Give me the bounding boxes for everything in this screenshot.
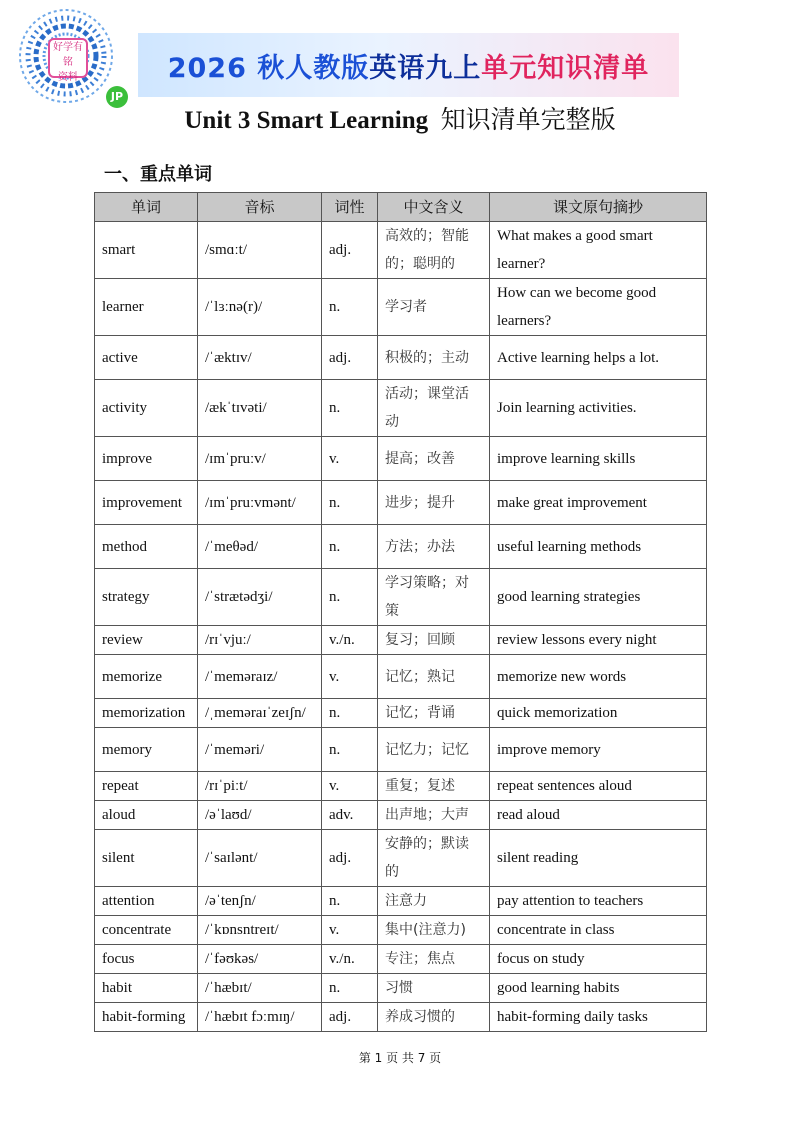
cell-word: concentrate bbox=[95, 916, 198, 945]
qr-badge-icon: JP bbox=[106, 86, 128, 108]
cell-word: active bbox=[95, 336, 198, 380]
cell-quote: improve learning skills bbox=[490, 437, 707, 481]
cell-word: repeat bbox=[95, 772, 198, 801]
cell-quote: focus on study bbox=[490, 945, 707, 974]
cell-word: strategy bbox=[95, 569, 198, 626]
cell-meaning: 安静的；默读的 bbox=[378, 830, 490, 887]
header-ipa: 音标 bbox=[198, 193, 322, 222]
cell-meaning: 复习；回顾 bbox=[378, 626, 490, 655]
cell-meaning: 学习策略；对策 bbox=[378, 569, 490, 626]
cell-meaning: 重复；复述 bbox=[378, 772, 490, 801]
cell-word: focus bbox=[95, 945, 198, 974]
cell-word: memorize bbox=[95, 655, 198, 699]
table-row bbox=[95, 945, 707, 974]
cell-pos: v./n. bbox=[322, 626, 378, 655]
cell-word: habit bbox=[95, 974, 198, 1003]
cell-meaning: 进步；提升 bbox=[378, 481, 490, 525]
page-title bbox=[0, 100, 800, 136]
cell-pos: adv. bbox=[322, 801, 378, 830]
cell-meaning: 记忆；熟记 bbox=[378, 655, 490, 699]
cell-ipa: /ækˈtɪvəti/ bbox=[198, 380, 322, 437]
cell-word: learner bbox=[95, 279, 198, 336]
banner-part2: 英语九上 bbox=[369, 52, 482, 84]
cell-meaning: 积极的；主动 bbox=[378, 336, 490, 380]
qr-brand-label bbox=[48, 38, 88, 83]
cell-ipa: /ˈæktɪv/ bbox=[198, 336, 322, 380]
header-meaning: 中文含义 bbox=[378, 193, 490, 222]
qr-label-line2: 资料 bbox=[58, 72, 78, 83]
cell-ipa: /ˈmeθəd/ bbox=[198, 525, 322, 569]
cell-word: smart bbox=[95, 222, 198, 279]
cell-pos: n. bbox=[322, 974, 378, 1003]
table-row bbox=[95, 830, 707, 887]
cell-word: memorization bbox=[95, 699, 198, 728]
cell-meaning: 注意力 bbox=[378, 887, 490, 916]
cell-meaning: 学习者 bbox=[378, 279, 490, 336]
cell-meaning: 养成习惯的 bbox=[378, 1003, 490, 1032]
cell-quote: What makes a good smart learner? bbox=[490, 222, 707, 279]
cell-pos: n. bbox=[322, 525, 378, 569]
header-word: 单词 bbox=[95, 193, 198, 222]
table-row bbox=[95, 279, 707, 336]
cell-quote: good learning strategies bbox=[490, 569, 707, 626]
cell-ipa: /əˈlaʊd/ bbox=[198, 801, 322, 830]
cell-quote: concentrate in class bbox=[490, 916, 707, 945]
banner-part1: 2026 秋人教版 bbox=[167, 52, 370, 84]
cell-ipa: /ˈhæbɪt/ bbox=[198, 974, 322, 1003]
cell-meaning: 专注；焦点 bbox=[378, 945, 490, 974]
banner-part3: 单元知识清单 bbox=[481, 52, 650, 84]
table-row bbox=[95, 1003, 707, 1032]
cell-quote: silent reading bbox=[490, 830, 707, 887]
cell-pos: n. bbox=[322, 380, 378, 437]
cell-meaning: 集中(注意力) bbox=[378, 916, 490, 945]
cell-meaning: 出声地；大声 bbox=[378, 801, 490, 830]
cell-quote: How can we become good learners? bbox=[490, 279, 707, 336]
cell-meaning: 记忆力；记忆 bbox=[378, 728, 490, 772]
table-row bbox=[95, 380, 707, 437]
cell-pos: v. bbox=[322, 772, 378, 801]
cell-word: method bbox=[95, 525, 198, 569]
cell-word: improve bbox=[95, 437, 198, 481]
cell-meaning: 提高；改善 bbox=[378, 437, 490, 481]
cell-pos: adj. bbox=[322, 222, 378, 279]
cell-quote: quick memorization bbox=[490, 699, 707, 728]
cell-quote: useful learning methods bbox=[490, 525, 707, 569]
cell-meaning: 方法；办法 bbox=[378, 525, 490, 569]
cell-ipa: /rɪˈpiːt/ bbox=[198, 772, 322, 801]
cell-ipa: /smɑːt/ bbox=[198, 222, 322, 279]
table-row bbox=[95, 887, 707, 916]
cell-meaning: 活动；课堂活动 bbox=[378, 380, 490, 437]
cell-quote: good learning habits bbox=[490, 974, 707, 1003]
cell-ipa: /ˈkɒnsntreɪt/ bbox=[198, 916, 322, 945]
cell-ipa: /ˈfəʊkəs/ bbox=[198, 945, 322, 974]
table-row bbox=[95, 772, 707, 801]
cell-word: review bbox=[95, 626, 198, 655]
cell-quote: Join learning activities. bbox=[490, 380, 707, 437]
cell-word: silent bbox=[95, 830, 198, 887]
cell-quote: review lessons every night bbox=[490, 626, 707, 655]
cell-word: habit-forming bbox=[95, 1003, 198, 1032]
cell-ipa: /ˈhæbɪt fɔːmɪŋ/ bbox=[198, 1003, 322, 1032]
qr-label-line1: 好学有铭 bbox=[53, 42, 83, 68]
cell-pos: v. bbox=[322, 916, 378, 945]
cell-quote: repeat sentences aloud bbox=[490, 772, 707, 801]
section-title: 一、重点单词 bbox=[104, 164, 212, 185]
header-pos: 词性 bbox=[322, 193, 378, 222]
cell-quote: read aloud bbox=[490, 801, 707, 830]
page-footer: 第 1 页 共 7 页 bbox=[358, 1051, 442, 1065]
table-header-row bbox=[95, 193, 707, 222]
cell-word: activity bbox=[95, 380, 198, 437]
cell-pos: adj. bbox=[322, 336, 378, 380]
cell-pos: n. bbox=[322, 569, 378, 626]
cell-quote: habit-forming daily tasks bbox=[490, 1003, 707, 1032]
table-row bbox=[95, 626, 707, 655]
cell-word: aloud bbox=[95, 801, 198, 830]
cell-ipa: /ˈstrætədʒi/ bbox=[198, 569, 322, 626]
table-row bbox=[95, 728, 707, 772]
cell-quote: improve memory bbox=[490, 728, 707, 772]
table-row bbox=[95, 974, 707, 1003]
cell-quote: Active learning helps a lot. bbox=[490, 336, 707, 380]
cell-pos: v. bbox=[322, 437, 378, 481]
cell-ipa: /ˈmeməraɪz/ bbox=[198, 655, 322, 699]
cell-quote: pay attention to teachers bbox=[490, 887, 707, 916]
cell-pos: n. bbox=[322, 887, 378, 916]
cell-ipa: /ˌmeməraɪˈzeɪʃn/ bbox=[198, 699, 322, 728]
cell-pos: adj. bbox=[322, 830, 378, 887]
cell-pos: n. bbox=[322, 699, 378, 728]
qr-code bbox=[18, 8, 124, 104]
cell-ipa: /əˈtenʃn/ bbox=[198, 887, 322, 916]
table-row bbox=[95, 525, 707, 569]
cell-meaning: 高效的；智能的；聪明的 bbox=[378, 222, 490, 279]
table-body bbox=[95, 222, 707, 1032]
cell-pos: adj. bbox=[322, 1003, 378, 1032]
cell-ipa: /ɪmˈpruːvmənt/ bbox=[198, 481, 322, 525]
cell-word: memory bbox=[95, 728, 198, 772]
cell-ipa: /ˈmeməri/ bbox=[198, 728, 322, 772]
table-row bbox=[95, 437, 707, 481]
cell-ipa: /ɪmˈpruːv/ bbox=[198, 437, 322, 481]
table-row bbox=[95, 569, 707, 626]
table-row bbox=[95, 916, 707, 945]
cell-ipa: /ˈlɜːnə(r)/ bbox=[198, 279, 322, 336]
table-row bbox=[95, 801, 707, 830]
cell-meaning: 记忆；背诵 bbox=[378, 699, 490, 728]
cell-ipa: /ˈsaɪlənt/ bbox=[198, 830, 322, 887]
header-quote: 课文原句摘抄 bbox=[490, 193, 707, 222]
cell-pos: v./n. bbox=[322, 945, 378, 974]
cell-word: attention bbox=[95, 887, 198, 916]
cell-ipa: /rɪˈvjuː/ bbox=[198, 626, 322, 655]
table-row bbox=[95, 336, 707, 380]
title-en: Unit 3 Smart Learning bbox=[184, 107, 429, 134]
cell-pos: n. bbox=[322, 481, 378, 525]
cell-pos: v. bbox=[322, 655, 378, 699]
cell-quote: make great improvement bbox=[490, 481, 707, 525]
header-banner bbox=[138, 33, 679, 97]
cell-pos: n. bbox=[322, 279, 378, 336]
vocabulary-table bbox=[94, 192, 707, 1032]
table-row bbox=[95, 222, 707, 279]
table-row bbox=[95, 699, 707, 728]
table-row bbox=[95, 481, 707, 525]
cell-meaning: 习惯 bbox=[378, 974, 490, 1003]
title-zh: 知识清单完整版 bbox=[440, 105, 616, 134]
cell-quote: memorize new words bbox=[490, 655, 707, 699]
cell-pos: n. bbox=[322, 728, 378, 772]
cell-word: improvement bbox=[95, 481, 198, 525]
table-row bbox=[95, 655, 707, 699]
